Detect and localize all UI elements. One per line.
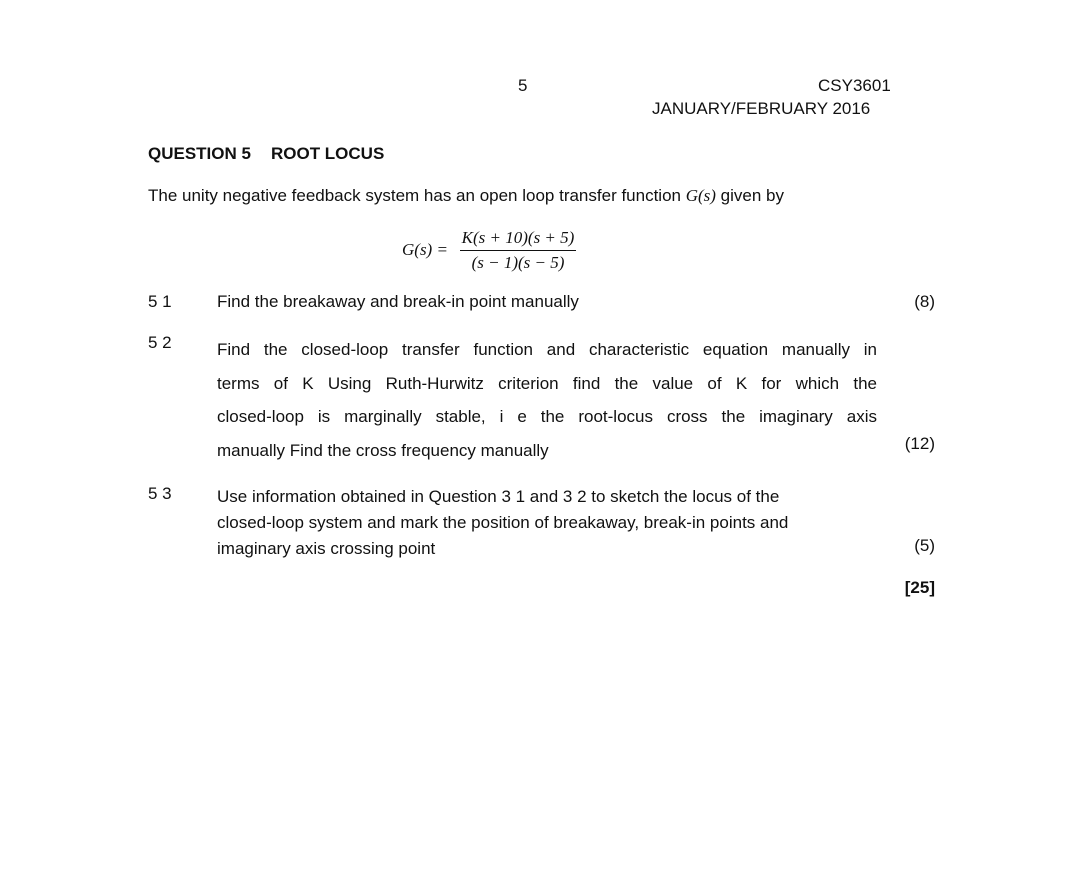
part-text-line: Use information obtained in Question 3 1 and 3 2 to sketch the locus of the [217,487,780,506]
part-number: 5 3 [148,484,172,503]
part-text-line: manually Find the cross frequency manually [217,440,549,460]
part-text-block [217,484,897,562]
intro-after: given by [715,186,784,205]
part-number: 5 2 [148,333,172,352]
part-text-block [217,333,877,467]
part-text-line: closed-loop is marginally stable, i e the root-locus cross the imaginary axis [217,407,877,426]
page-number: 5 [518,76,528,95]
part-mark: (5) [914,536,935,555]
part-text-line: Find the closed-loop transfer function and characteristic equation manually in [217,340,877,359]
question-title: ROOT LOCUS [270,144,385,163]
question-label: QUESTION 5 [148,144,251,163]
formula-lhs: G(s) = [402,240,448,259]
intro-text [148,186,784,206]
exam-session: JANUARY/FEBRUARY 2016 [652,99,871,118]
part-mark: (12) [904,434,935,453]
part-text-line: terms of K Using Ruth-Hurwitz criterion find the value of K for which the [217,373,877,393]
formula-numerator: K(s + 10)(s + 5) [461,228,575,247]
formula-denominator: (s − 1)(s − 5) [471,253,565,272]
part-text-line: imaginary axis crossing point [217,539,436,558]
formula-fraction [458,228,578,273]
intro-before: The unity negative feedback system has an open loop transfer function [148,186,686,205]
part-text: Find the breakaway and break-in point manually [217,292,579,311]
intro-symbol: G(s) [685,186,716,205]
part-mark: (8) [914,292,935,311]
total-mark: [25] [904,578,935,597]
question-heading [148,144,384,164]
course-code: CSY3601 [818,76,891,95]
part-text-line: closed-loop system and mark the position of breakaway, break-in points and [217,513,789,532]
part-number: 5 1 [148,292,172,311]
